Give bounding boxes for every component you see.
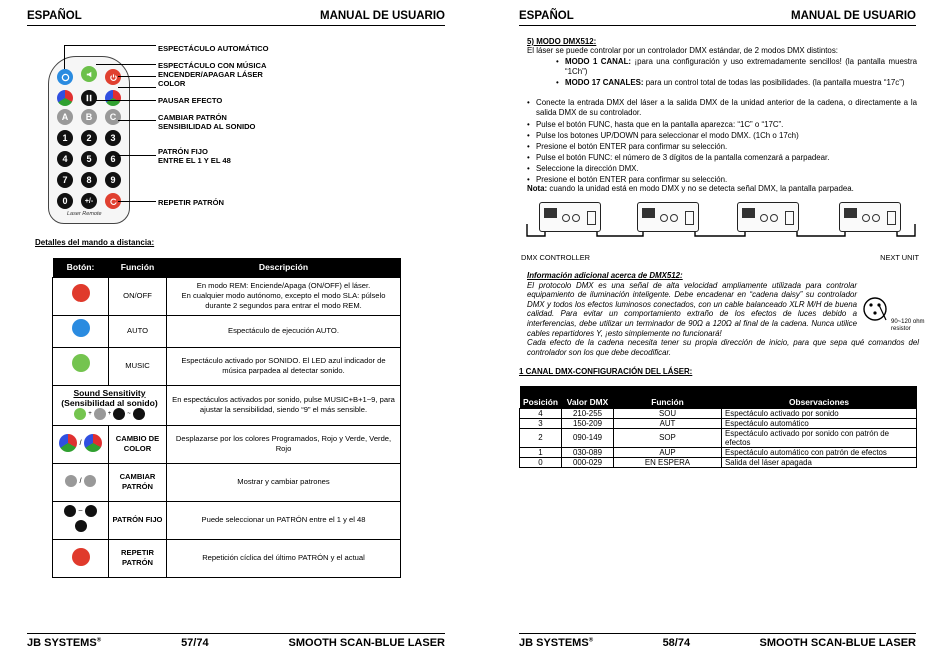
description-cell: Espectáculo activado por SONIDO. El LED azul indicador de música parpadea al detectar sonido. [167,347,401,385]
table-row [53,277,401,315]
a-button-icon [65,475,77,487]
callout-line [118,201,156,202]
callout-pause: PAUSAR EFECTO [158,96,223,105]
callout-sound-sensitivity: SENSIBILIDAD AL SONIDO [158,122,256,131]
table-row [520,457,917,467]
footer-product: SMOOTH SCAN-BLUE LASER [288,637,445,649]
footer-page-number: 58/74 [662,637,691,649]
button-cell [53,501,109,539]
remote-button-0: 0 [57,193,73,209]
description-cell: Repetición cíclica del último PATRÓN y el actual [167,539,401,577]
observations-cell: Espectáculo automático con patrón de efectos [722,447,917,457]
list-item: • Pulse el botón FUNC: el número de 3 dígitos de la pantalla comenzará a parpadear. [536,153,917,163]
callout-line [118,155,156,156]
table-row [53,463,401,501]
function-cell: ON/OFF [109,277,167,315]
observations-cell: Espectáculo activado por sonido [722,408,917,418]
xlr-terminator-icon [862,296,892,331]
remote-button-8: 8 [81,172,97,188]
remote-details-title: Detalles del mando a distancia: [35,238,155,247]
icon-caption: AUTO [74,335,87,341]
number-1-icon [113,408,125,420]
function-cell: CAMBIAR PATRÓN [109,463,167,501]
description-cell: En espectáculos activados por sonido, pulse MUSIC+B+1~9, para ajustar la sensibilidad, siendo “9” el más sensible. [167,385,401,425]
position-cell: 2 [520,428,562,447]
dmx-note: Nota: cuando la unidad está en modo DMX y no se detecta señal DMX, la pantalla parpadea. [527,184,854,193]
page-footer [27,633,445,649]
position-cell: 1 [520,447,562,457]
button-cell [53,425,109,463]
function-cell: PATRÓN FIJO [109,501,167,539]
number-9-icon [133,408,145,420]
remote-button-2: 2 [81,130,97,146]
callout-repeat-pattern: REPETIR PATRÓN [158,198,224,207]
description-cell: Puede seleccionar un PATRÓN entre el 1 y el 48 [167,501,401,539]
dmx-value-cell: 150-209 [562,418,614,428]
info-text: El protocolo DMX es una señal de alta velocidad ampliamente utilizada para controlar equipamiento de iluminación inteligente. Debe encadenar en “cadena daisy” su controlador DMX y todos los efectos luminosos conectados, con un cable balanceado XLR M/H de buena calidad. Para evitar un comportamiento extraño de los efectos de luces debido a interferencias, debe utilizar un terminador de 90Ω a 120Ω al final de la cadena. Nunca utilice cables repartidores Y, ¡esto simplemente no funcionará! [527,280,857,338]
button-cell [53,385,167,425]
function-cell: CAMBIO DE COLOR [109,425,167,463]
function-cell: REPETIR PATRÓN [109,539,167,577]
callout-auto-show: ESPECTÁCULO AUTOMÁTICO [158,44,269,53]
section-intro: El láser se puede controlar por un controlador DMX estándar, de 2 modos DMX distintos: [527,46,838,55]
callout-line [64,45,65,69]
description-cell: Desplazarse por los colores Programados, Rojo y Verde, Verde, Rojo [167,425,401,463]
table-header-row [520,386,917,408]
remote-functions-table [52,258,401,578]
footer-product: SMOOTH SCAN-BLUE LASER [759,637,916,649]
color-icon [84,434,102,452]
page-footer [519,633,916,649]
description-cell: Espectáculo de ejecución AUTO. [167,315,401,347]
column-header: Posición [520,386,562,408]
position-cell: 0 [520,457,562,467]
section-title: 5) MODO DMX512: [527,37,597,46]
function-cell: AUP [614,447,722,457]
list-item: • Seleccione la dirección DMX. [536,164,917,174]
icon-caption: MUSIC [73,370,88,376]
button-cell [53,315,109,347]
dmx-value-cell: 030-089 [562,447,614,457]
table-row [53,385,401,425]
column-header: Valor DMX [562,386,614,408]
music-icon [81,66,97,82]
button-cell [53,347,109,385]
function-cell: AUT [614,418,722,428]
page-header [519,8,916,26]
color-icon [105,90,121,106]
remote-button-6: 6 [105,151,121,167]
dmx-value-cell: 000-029 [562,457,614,467]
observations-cell: Espectáculo activado por sonido con patrón de efectos [722,428,917,447]
callout-line [118,87,156,88]
table-row [53,347,401,385]
remote-button-9: 9 [105,172,121,188]
column-header: Descripción [167,258,401,277]
button-cell [53,539,109,577]
table-row [53,501,401,539]
dmx-value-cell: 090-149 [562,428,614,447]
info-title: Información adicional acerca de DMX512: [527,271,683,280]
function-cell: MUSIC [109,347,167,385]
dmx-table-title: 1 CANAL DMX-CONFIGURACIÓN DEL LÁSER: [519,367,693,376]
callout-color: COLOR [158,79,186,88]
dmx-chain-diagram [521,196,919,262]
remote-button-c: C [105,109,121,125]
pause-icon [81,90,97,106]
number-0-icon [64,505,76,517]
remote-button-1: 1 [57,130,73,146]
remote-button-7: 7 [57,172,73,188]
info-text-2: Cada efecto de la cadena necesita tener su propia dirección de inicio, para que sepa qué comandos del controlador son los que debe decodificar. [527,338,919,357]
function-cell: EN ESPERA [614,457,722,467]
column-header: Función [109,258,167,277]
list-item: • Pulse los botones UP/DOWN para seleccionar el modo DMX. (1Ch o 17ch) [536,131,917,141]
footer-brand: JB SYSTEMS® [519,637,594,649]
laser-unit [539,202,601,232]
column-header: Función [614,386,722,408]
header-title: MANUAL DE USUARIO [790,10,916,22]
list-item: • Presione el botón ENTER para confirmar su selección. [536,142,917,152]
laser-unit [637,202,699,232]
function-cell: AUTO [109,315,167,347]
resistor-label: 90~120 ohm resistor [891,319,925,332]
repeat-icon [72,548,90,566]
plusminus-icon [53,520,108,535]
remote-label: Laser Remote [67,211,102,217]
footer-page-number: 57/74 [181,637,209,649]
position-cell: 4 [520,408,562,418]
remote-button-4: 4 [57,151,73,167]
callout-line [118,120,156,121]
laser-unit [839,202,901,232]
page-header [27,8,445,26]
number-9-icon [85,505,97,517]
table-row [53,539,401,577]
remote-button-a: A [57,109,73,125]
remote-control [48,56,130,224]
list-item: • MODO 1 CANAL: ¡para una configuración y uso extremadamente sencillos! (la pantalla muestra “1Ch”) [565,57,917,76]
remote-button-5: 5 [81,151,97,167]
music-icon [74,408,86,420]
remote-button-plusminus: +/- [81,193,97,209]
fixed-pattern-icon: ~ [64,505,96,517]
dmx-controller-label: DMX CONTROLLER [521,253,590,262]
callout-line [118,76,156,77]
footer-brand: JB SYSTEMS® [27,637,102,649]
power-icon [105,69,121,85]
observations-cell: Espectáculo automático [722,418,917,428]
callout-fixed-pattern-range: ENTRE EL 1 Y EL 48 [158,156,231,165]
dmx-info-block [527,271,919,357]
auto-icon [57,69,73,85]
icon-caption: ON/OFF [72,300,89,306]
table-header-row [53,258,401,277]
laser-unit [737,202,799,232]
header-language: ESPAÑOL [27,10,82,22]
function-cell: SOU [614,408,722,418]
callout-line [96,100,156,101]
dmx-value-cell: 210-255 [562,408,614,418]
header-language: ESPAÑOL [519,10,574,22]
description-cell: En modo REM: Enciende/Apaga (ON/OFF) el láser. En cualquier modo autónomo, excepto el modo SLA: púlselo durante 2 segundos para entrar el modo REM. [167,277,401,315]
pattern-icon: / [65,475,95,487]
b-button-icon [94,408,106,420]
button-cell [53,277,109,315]
list-item: • MODO 17 CANALES: para un control total de todas las posibilidades. (la pantalla muestra “17c”) [565,78,917,88]
table-row [520,447,917,457]
c-button-icon [84,475,96,487]
color-icon: / [59,434,101,452]
sensitivity-subtitle: (Sensibilidad al sonido) [61,397,158,408]
function-cell: SOP [614,428,722,447]
observations-cell: Salida del láser apagada [722,457,917,467]
table-row [53,425,401,463]
remote-button-b: B [81,109,97,125]
list-item: • Presione el botón ENTER para confirmar su selección. [536,175,917,185]
table-row [520,428,917,447]
callout-line [96,64,156,65]
color-icon [59,434,77,452]
sensitivity-title: Sound Sensitivity [73,387,146,398]
callout-change-pattern: CAMBIAR PATRÓN [158,113,227,122]
sensitivity-icon: + + ~ [74,408,145,420]
table-row [53,315,401,347]
callout-laser-onoff: ENCENDER/APAGAR LÁSER [158,70,263,79]
button-cell [53,463,109,501]
table-row [520,408,917,418]
callout-line [64,45,156,46]
list-item: • Conecte la entrada DMX del láser a la salida DMX de la unidad anterior de la cadena, o directamente a la salida DMX de su controlador. [536,98,917,117]
list-item: • Pulse el botón FUNC, hasta que en la pantalla aparezca: “1C” o “17C”. [536,120,917,130]
column-header: Observaciones [722,386,917,408]
dmx-channel-table [519,386,917,468]
description-cell: Mostrar y cambiar patrones [167,463,401,501]
table-row [520,418,917,428]
callout-music-show: ESPECTÁCULO CON MÚSICA [158,61,267,70]
next-unit-label: NEXT UNIT [880,253,919,262]
header-title: MANUAL DE USUARIO [319,10,445,22]
callout-fixed-pattern: PATRÓN FIJO [158,147,208,156]
position-cell: 3 [520,418,562,428]
column-header: Botón: [53,258,109,277]
color-icon [57,90,73,106]
remote-button-3: 3 [105,130,121,146]
